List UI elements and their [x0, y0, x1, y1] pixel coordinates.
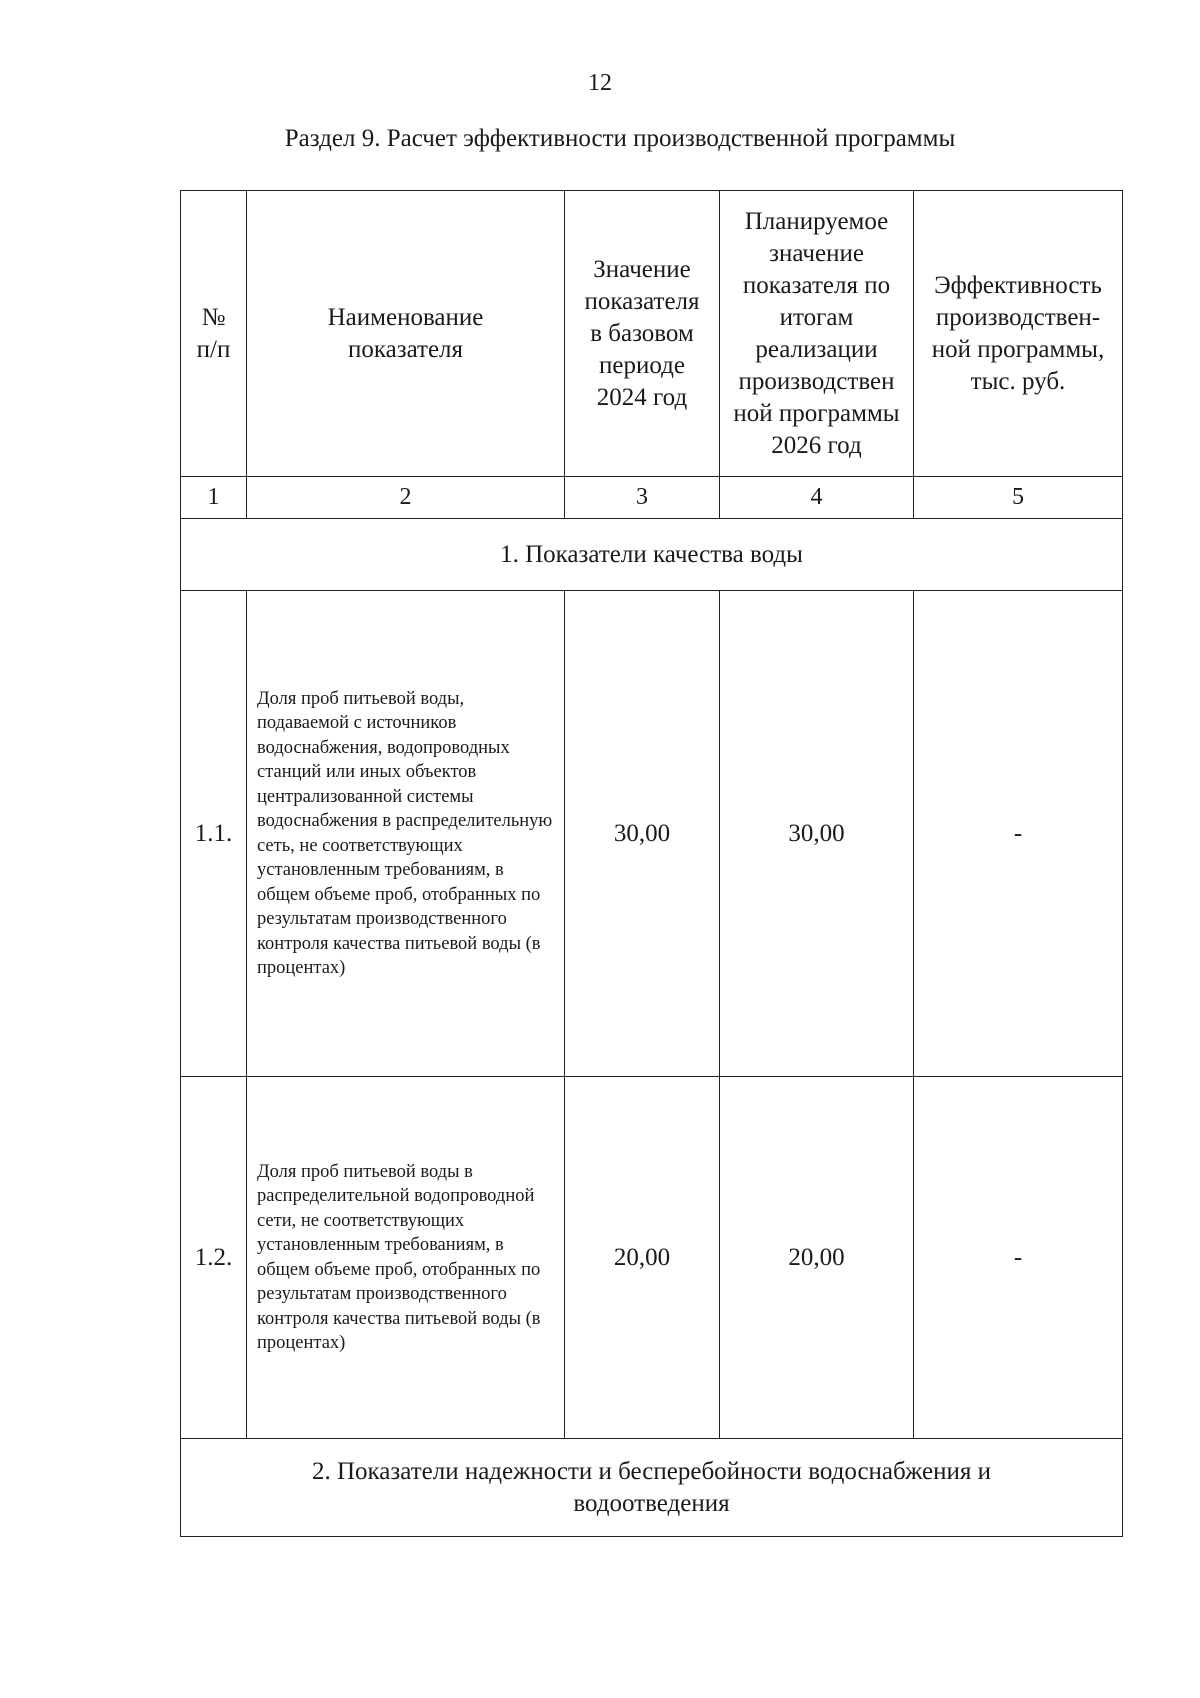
row-number: 1.1.	[181, 591, 247, 1077]
indicator-description: Доля проб питьевой воды, подаваемой с источников водоснабжения, водопроводных станций или иных объектов централизованной системы водоснабжения в распределительную сеть, не соответствующих установленным требованиям, в общем объеме проб, отобранных по результатам производственного контроля качества питьевой воды (в процентах)	[247, 591, 565, 1077]
column-number: 2	[247, 477, 565, 519]
section-heading-water-quality: 1. Показатели качества воды	[181, 519, 1123, 591]
column-number: 4	[720, 477, 914, 519]
base-value: 30,00	[565, 591, 720, 1077]
section-heading-reliability: 2. Показатели надежности и бесперебойности водоснабжения и водоотведения	[181, 1439, 1123, 1537]
efficiency-value: -	[914, 591, 1123, 1077]
header-base-value: Значение показателя в базовом периоде 2024 год	[565, 191, 720, 477]
table-row	[181, 1077, 1123, 1439]
planned-value: 30,00	[720, 591, 914, 1077]
column-numbers-row	[181, 477, 1123, 519]
section-heading-row	[181, 519, 1123, 591]
header-indicator-name: Наименование показателя	[247, 191, 565, 477]
indicator-description: Доля проб питьевой воды в распределительной водопроводной сети, не соответствующих установленным требованиям, в общем объеме проб, отобранных по результатам производственного контроля качества питьевой воды (в процентах)	[247, 1077, 565, 1439]
page-number: 12	[588, 70, 612, 96]
header-efficiency: Эффективность производствен-ной программы, тыс. руб.	[914, 191, 1123, 477]
efficiency-value: -	[914, 1077, 1123, 1439]
efficiency-table	[180, 190, 1123, 1537]
header-number: № п/п	[181, 191, 247, 477]
table-row	[181, 591, 1123, 1077]
header-planned-value: Планируемое значение показателя по итогам реализации производствен ной программы 2026 год	[720, 191, 914, 477]
table-header-row	[181, 191, 1123, 477]
row-number: 1.2.	[181, 1077, 247, 1439]
column-number: 5	[914, 477, 1123, 519]
section-title: Раздел 9. Расчет эффективности производственной программы	[284, 125, 956, 152]
base-value: 20,00	[565, 1077, 720, 1439]
column-number: 1	[181, 477, 247, 519]
planned-value: 20,00	[720, 1077, 914, 1439]
column-number: 3	[565, 477, 720, 519]
section-heading-row	[181, 1439, 1123, 1537]
